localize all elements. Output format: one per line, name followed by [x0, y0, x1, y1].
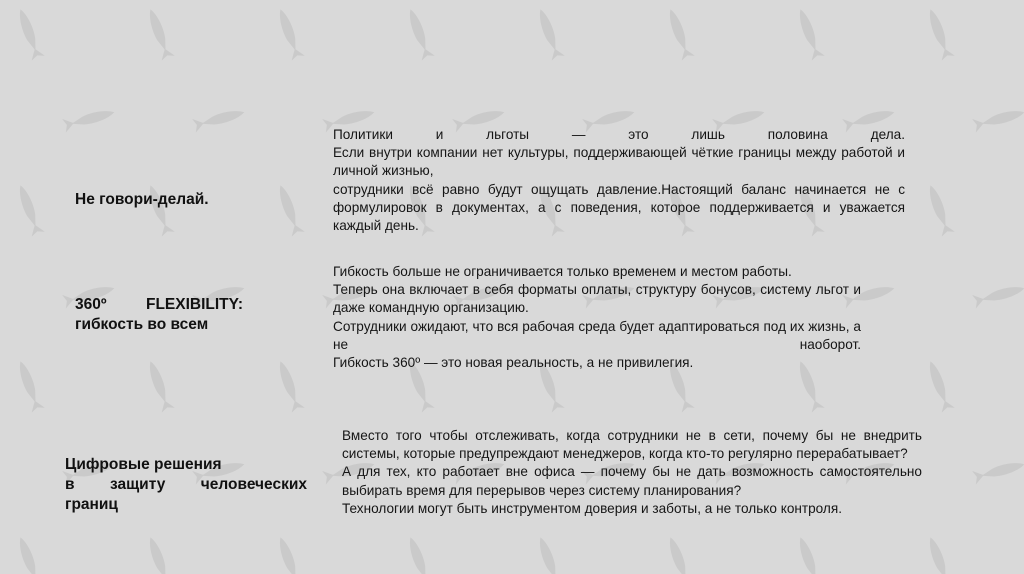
section-3-heading [65, 455, 307, 515]
section-2-heading-line: 360º FLEXIBILITY: [75, 296, 243, 313]
section-3-heading-line: Цифровые решения [65, 456, 222, 473]
section-2-heading [75, 295, 243, 335]
section-3-heading-line: границ [65, 496, 118, 513]
section-3-paragraph: Технологии могут быть инструментом доверия и заботы, а не только контроля. [342, 500, 843, 516]
section-2-paragraph: Теперь она включает в себя форматы оплаты, структуру бонусов, систему льгот и даже командную организацию. [333, 282, 861, 316]
section-3-heading-line: в защиту человеческих [65, 476, 307, 493]
section-2-body [333, 263, 861, 372]
section-3-paragraph: А для тех, кто работает вне офиса — почему бы не дать возможность самостоятельно выбирать время для перерывов через систему планирования? [342, 464, 922, 498]
section-1-heading [75, 190, 305, 210]
section-1-paragraph: сотрудники всё равно будут ощущать давление.Настоящий баланс начинается не с формулировок в документах, а с поведения, которое поддерживается и уважается каждый день. [333, 181, 905, 234]
section-1-heading-line: Не говори-делай. [75, 191, 209, 208]
section-2-heading-line: гибкость во всем [75, 316, 209, 333]
section-3-body [342, 427, 922, 518]
section-2-paragraph: Гибкость больше не ограничивается только временем и местом работы. [333, 264, 792, 279]
section-2-paragraph: Сотрудники ожидают, что вся рабочая среда будет адаптироваться под их жизнь, а не наоборот. [333, 318, 861, 352]
section-3-paragraph: Вместо того чтобы отслеживать, когда сотрудники не в сети, почему бы не внедрить системы, которые предупреждают менеджеров, когда кто-то регулярно перерабатывает? [342, 428, 922, 462]
section-2-paragraph: Гибкость 360º — это новая реальность, а не привилегия. [333, 355, 694, 371]
section-1-paragraph: Если внутри компании нет культуры, поддерживающей чёткие границы между работой и личной жизнью, [333, 145, 905, 179]
section-1-body [333, 126, 905, 235]
section-1-paragraph: Политики и льготы — это лишь половина дела. [333, 127, 905, 142]
